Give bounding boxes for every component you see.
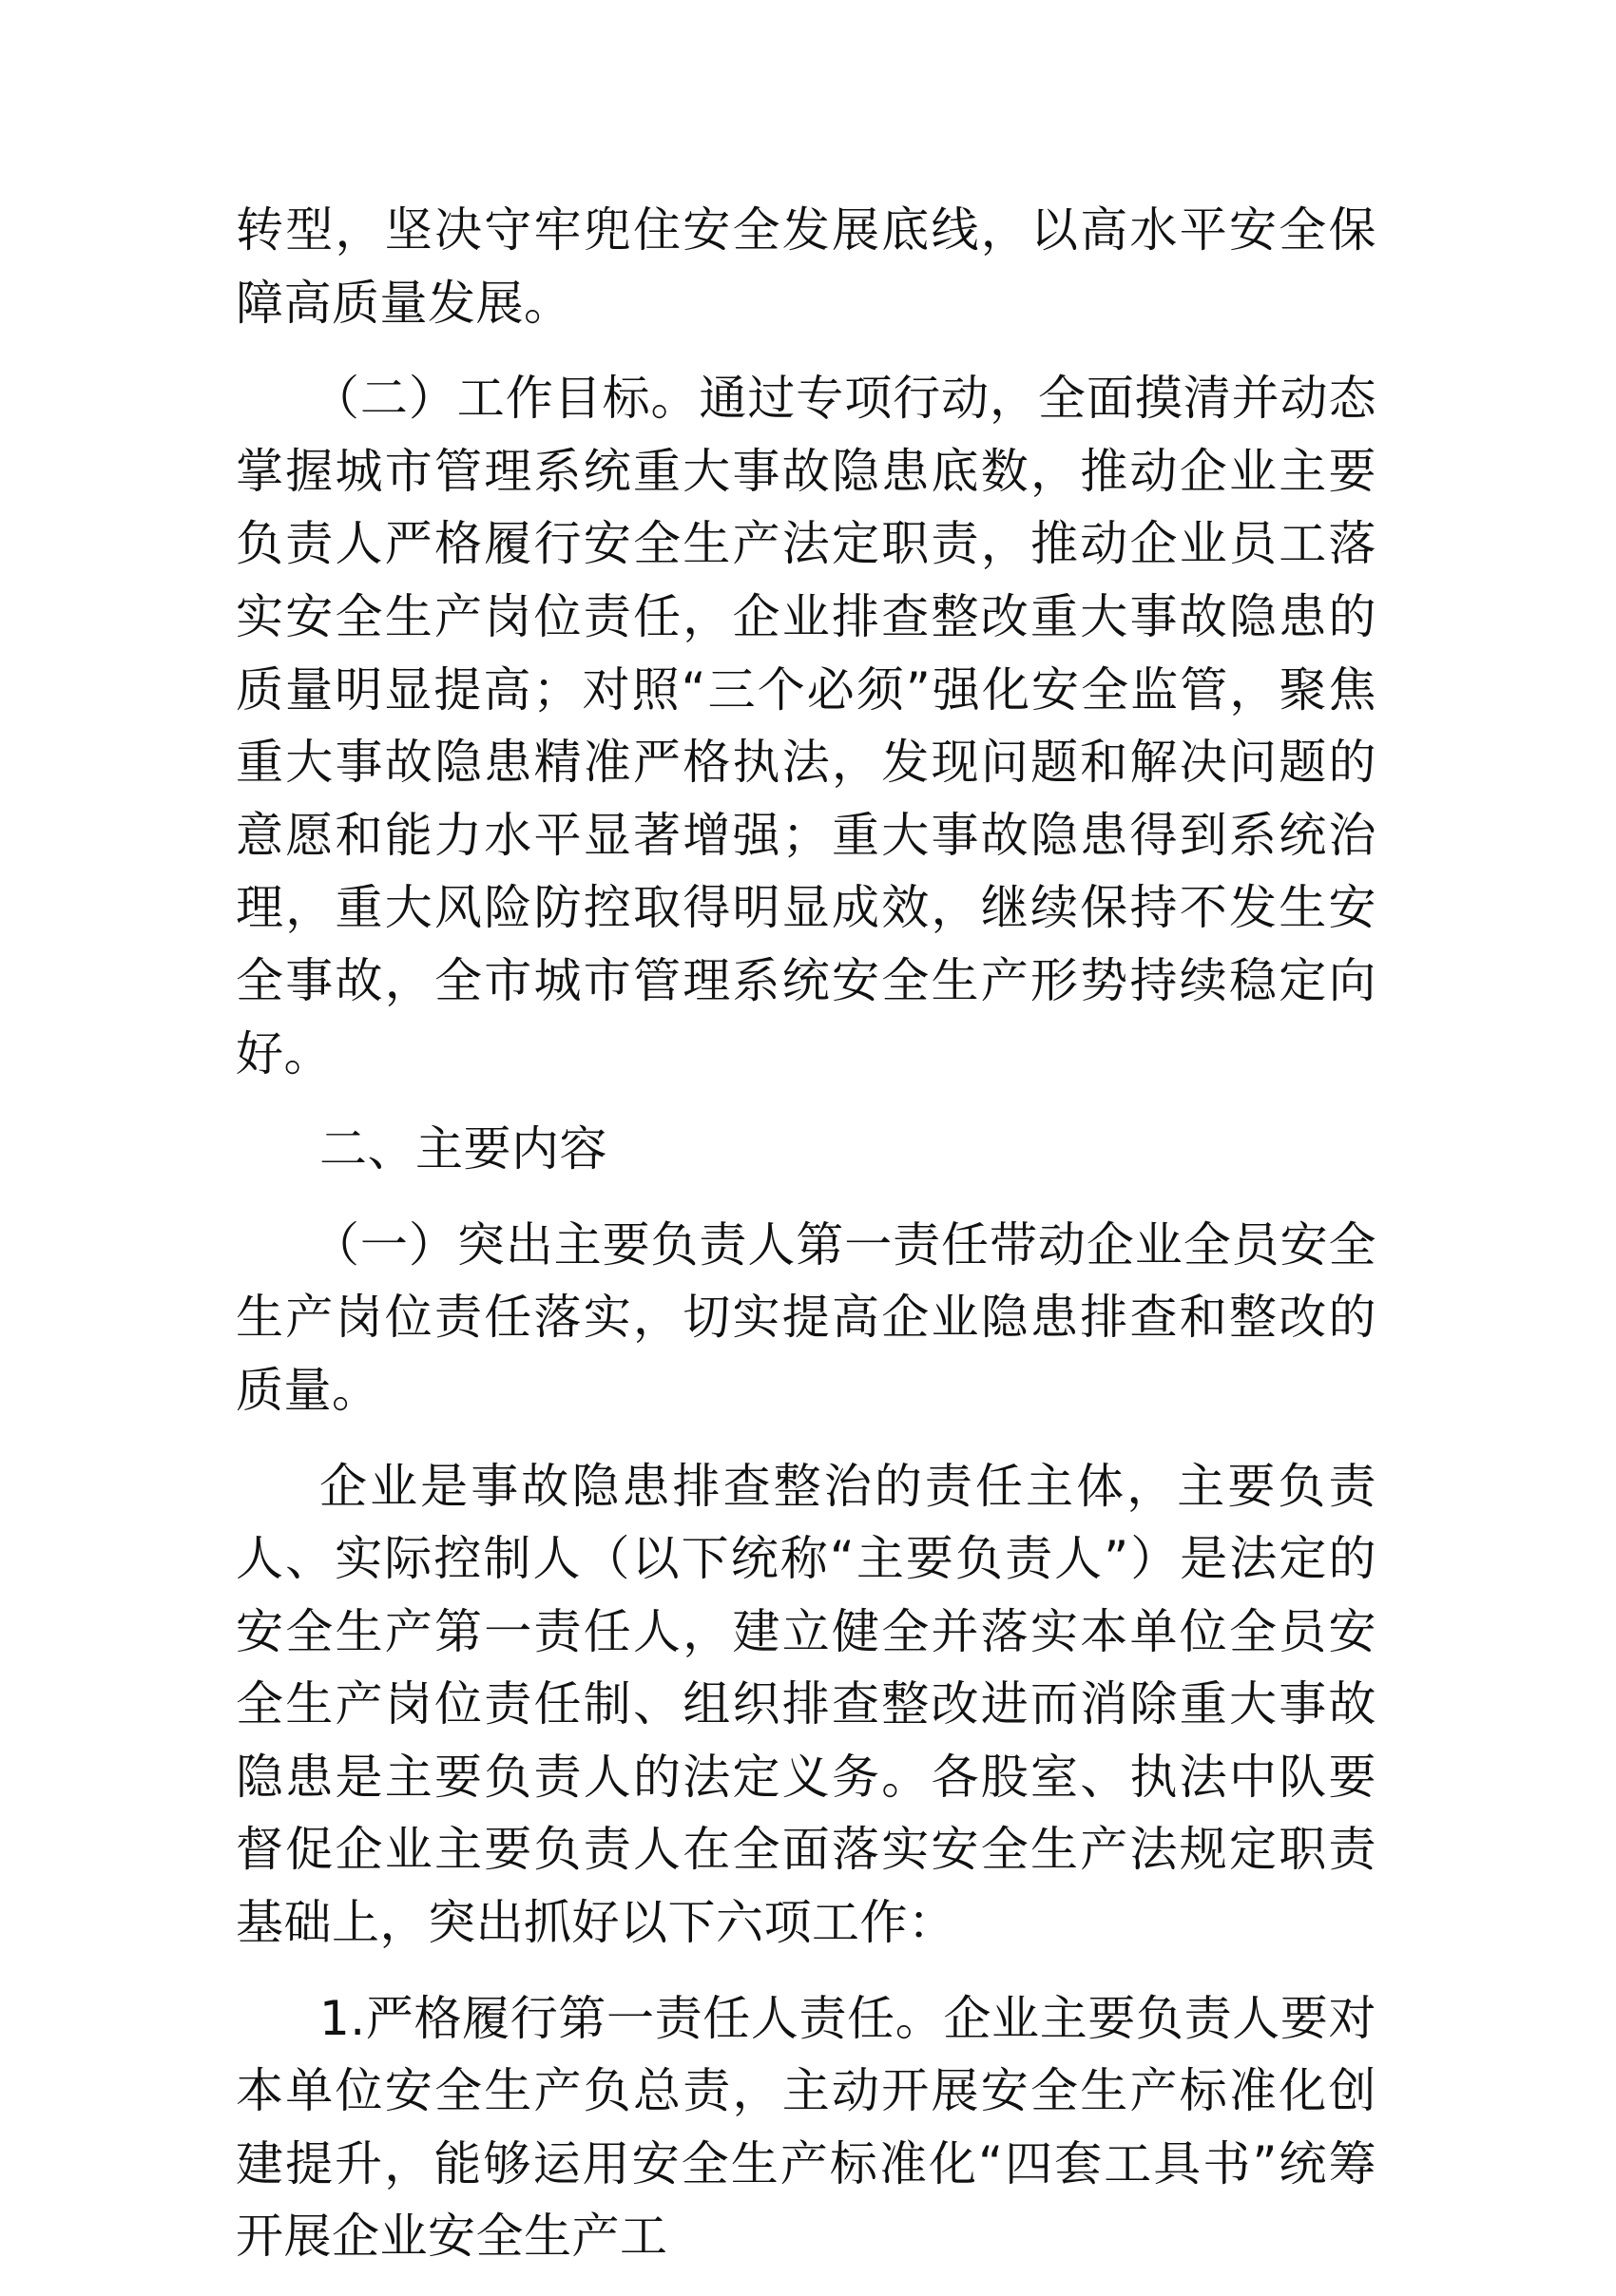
subsection-heading-1: （一）突出主要负责人第一责任带动企业全员安全生产岗位责任落实，切实提高企业隐患排查和整改的质量。 — [236, 1216, 1376, 1418]
paragraph-work-goals: （二）工作目标。通过专项行动，全面摸清并动态掌握城市管理系统重大事故隐患底数，推动企业主要负责人严格履行安全生产法定职责，推动企业员工落实安全生产岗位责任，企业排查整改重大事故隐患的质量明显提高；对照“三个必须”强化安全监管，聚焦重大事故隐患精准严格执法，发现问题和解决问题的意愿和能力水平显著增强；重大事故隐患得到系统治理，重大风险防控取得明显成效，继续保持不发生安全事故，全市城市管理系统安全生产形势持续稳定向好。 — [236, 371, 1376, 1081]
paragraph-enterprise-responsibility: 企业是事故隐患排查整治的责任主体，主要负责人、实际控制人（以下统称“主要负责人”）是法定的安全生产第一责任人，建立健全并落实本单位全员安全生产岗位责任制、组织排查整改进而消除重大事故隐患是主要负责人的法定义务。各股室、执法中队要督促企业主要负责人在全面落实安全生产法规定职责基础上，突出抓好以下六项工作： — [236, 1458, 1376, 1951]
paragraph-continuation: 转型，坚决守牢兜住安全发展底线，以高水平安全保障高质量发展。 — [236, 202, 1376, 331]
paragraph-item-1: 1.严格履行第一责任人责任。企业主要负责人要对本单位安全生产负总责，主动开展安全生产标准化创建提升，能够运用安全生产标准化“四套工具书”统筹开展企业安全生产工 — [236, 1990, 1376, 2265]
section-heading-main-content: 二、主要内容 — [319, 1121, 607, 1177]
document-body — [236, 194, 1376, 2296]
